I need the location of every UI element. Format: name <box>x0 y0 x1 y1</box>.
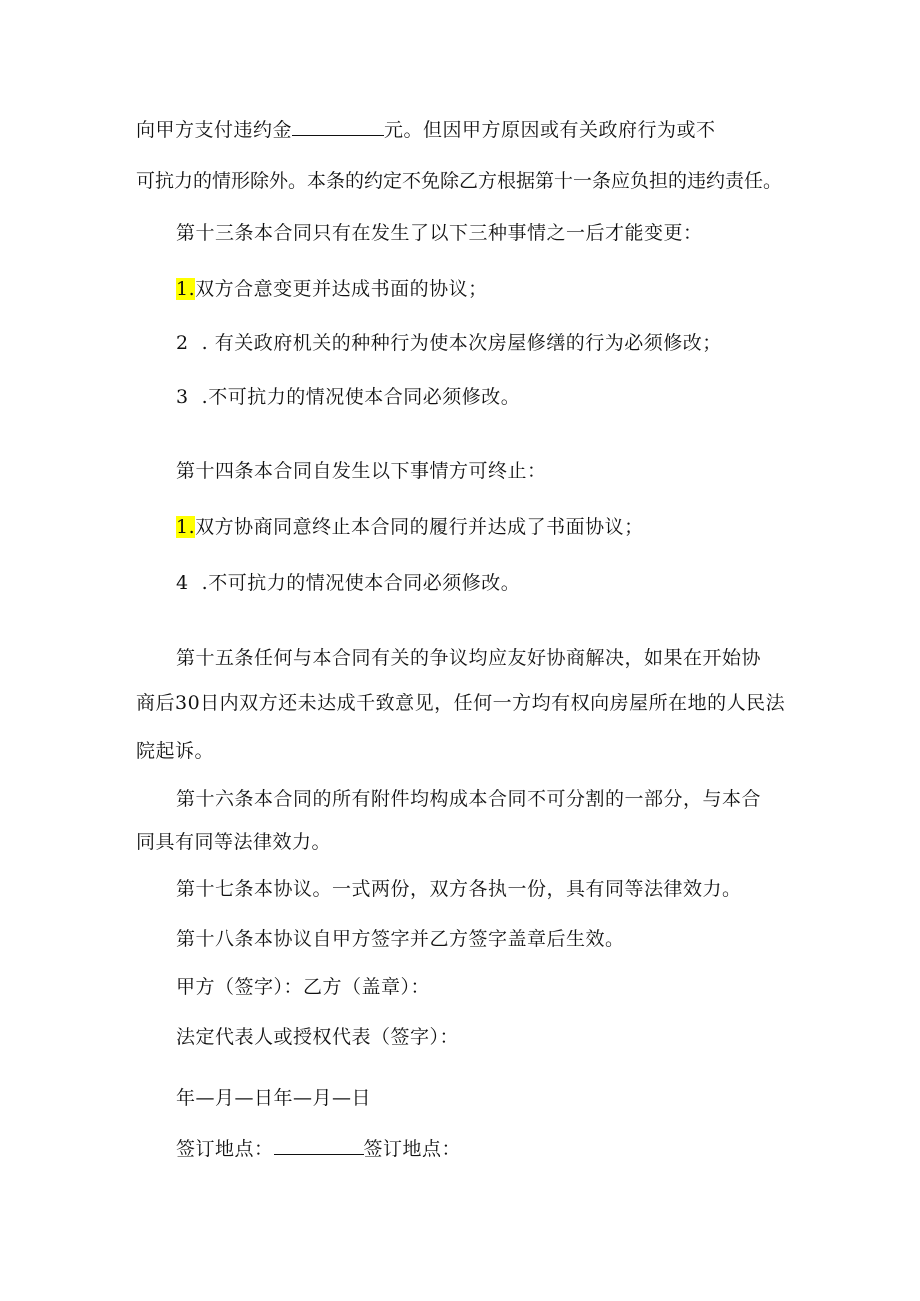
item-text: 双方合意变更并达成书面的协议； <box>195 278 488 300</box>
article-15-line-2: 商后30日内双方还未达成千致意见，任何一方均有权向房屋所在地的人民法 <box>136 692 786 714</box>
article-15-line-1: 第十五条任何与本合同有关的争议均应友好协商解决，如果在开始协 <box>176 647 762 669</box>
article-13-item-1 <box>176 276 488 302</box>
item-number-highlight: 1. <box>176 278 196 300</box>
article-16-line-2: 同具有同等法律效力。 <box>136 831 332 853</box>
article-17: 第十七条本协议。一式两份，双方各执一份，具有同等法律效力。 <box>176 878 742 900</box>
signing-place-label-b: 签订地点： <box>363 1138 462 1160</box>
signature-date: 年—月—日年—月—日 <box>176 1087 372 1109</box>
article-18: 第十八条本协议自甲方签字并乙方签字盖章后生效。 <box>176 928 625 950</box>
item-text: 双方协商同意终止本合同的履行并达成了书面协议； <box>195 516 644 538</box>
article-14-item-1 <box>176 514 644 540</box>
paragraph-12-line-2: 可抗力的情形除外。本条的约定不免除乙方根据第十一条应负担的违约责任。 <box>136 170 783 192</box>
signature-parties: 甲方（签字）：乙方（盖章）： <box>176 976 431 998</box>
article-13-item-3: 3 .不可抗力的情况使本合同必须修改。 <box>176 386 521 408</box>
item-number-highlight: 1. <box>176 516 196 538</box>
article-16-line-1: 第十六条本合同的所有附件均构成本合同不可分割的一部分，与本合 <box>176 788 762 810</box>
signing-place-blank <box>274 1136 364 1155</box>
penalty-amount-blank <box>292 117 384 136</box>
article-13-title: 第十三条本合同只有在发生了以下三种事情之一后才能变更： <box>176 222 703 244</box>
article-14-title: 第十四条本合同自发生以下事情方可终止： <box>176 460 547 482</box>
article-13-item-2: 2 . 有关政府机关的种种行为使本次房屋修缮的行为必须修改； <box>176 332 722 354</box>
signature-representative: 法定代表人或授权代表（签字）： <box>176 1026 460 1048</box>
article-15-line-3: 院起诉。 <box>136 740 215 762</box>
paragraph-12-line-1 <box>136 117 716 143</box>
signing-place-label-a: 签订地点： <box>176 1138 274 1160</box>
signing-place <box>176 1136 461 1162</box>
article-14-item-2: 4 .不可抗力的情况使本合同必须修改。 <box>176 572 521 594</box>
text-penalty-tail: 元。但因甲方原因或有关政府行为或不 <box>384 119 716 141</box>
text-penalty-lead: 向甲方支付违约金 <box>136 119 293 141</box>
